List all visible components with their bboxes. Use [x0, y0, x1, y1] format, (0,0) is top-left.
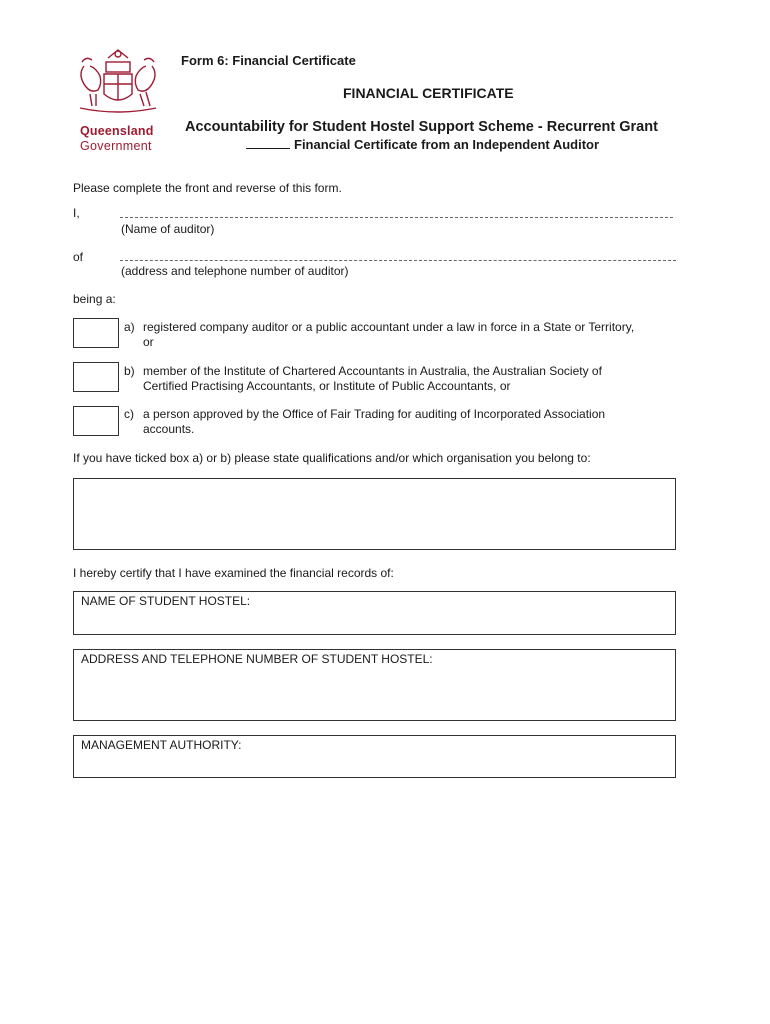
option-b-line2: Certified Practising Accountants, or Institute of Public Accountants, or: [143, 379, 511, 393]
coat-of-arms-icon: [70, 44, 166, 118]
option-a-line1: registered company auditor or a public accountant under a law in force in a State or Territory,: [143, 320, 635, 334]
intro-text: Please complete the front and reverse of this form.: [73, 181, 342, 195]
certify-text: I hereby certify that I have examined the financial records of:: [73, 566, 394, 580]
auditor-address-caption: (address and telephone number of auditor): [121, 264, 349, 278]
hostel-address-label: ADDRESS AND TELEPHONE NUMBER OF STUDENT HOSTEL:: [81, 652, 433, 666]
management-authority-label: MANAGEMENT AUTHORITY:: [81, 738, 242, 752]
page-title: FINANCIAL CERTIFICATE: [343, 85, 514, 101]
hostel-address-field[interactable]: [73, 649, 676, 721]
checkbox-option-b[interactable]: [73, 362, 119, 392]
logo-name: Queensland: [80, 124, 154, 138]
option-c-text: [124, 407, 670, 437]
management-authority-field[interactable]: [73, 735, 676, 778]
option-a-line2: or: [143, 335, 154, 349]
option-c-letter: c): [124, 407, 134, 421]
auditor-name-caption: (Name of auditor): [121, 222, 215, 236]
qualifications-field[interactable]: [73, 478, 676, 550]
being-a-label: being a:: [73, 292, 116, 306]
qualifications-prompt: If you have ticked box a) or b) please state qualifications and/or which organisation you belong to:: [73, 451, 591, 465]
option-a-letter: a): [124, 320, 135, 334]
option-c-line2: accounts.: [143, 422, 195, 436]
page-subtitle: Accountability for Student Hostel Support Scheme - Recurrent Grant: [185, 119, 658, 135]
option-b-line1: member of the Institute of Chartered Accountants in Australia, the Australian Society of: [143, 364, 602, 378]
checkbox-option-c[interactable]: [73, 406, 119, 436]
certificate-subtitle: [246, 137, 599, 152]
auditor-prefix: I,: [73, 206, 80, 220]
hostel-name-label: NAME OF STUDENT HOSTEL:: [81, 594, 251, 608]
auditor-address-line[interactable]: [120, 260, 676, 261]
form-label: Form 6: Financial Certificate: [181, 53, 356, 68]
queensland-government-logo: [70, 44, 166, 154]
auditor-name-line[interactable]: [120, 217, 673, 218]
logo-subtitle: Government: [80, 139, 152, 153]
option-a-text: [124, 320, 670, 350]
address-prefix: of: [73, 250, 84, 264]
option-b-text: [124, 364, 670, 394]
option-b-letter: b): [124, 364, 135, 378]
hostel-name-field[interactable]: [73, 591, 676, 635]
option-c-line1: a person approved by the Office of Fair Trading for auditing of Incorporated Association: [143, 407, 606, 421]
certificate-type-blank[interactable]: [246, 137, 290, 149]
checkbox-option-a[interactable]: [73, 318, 119, 348]
certificate-subtitle-text: Financial Certificate from an Independent Auditor: [294, 137, 600, 152]
